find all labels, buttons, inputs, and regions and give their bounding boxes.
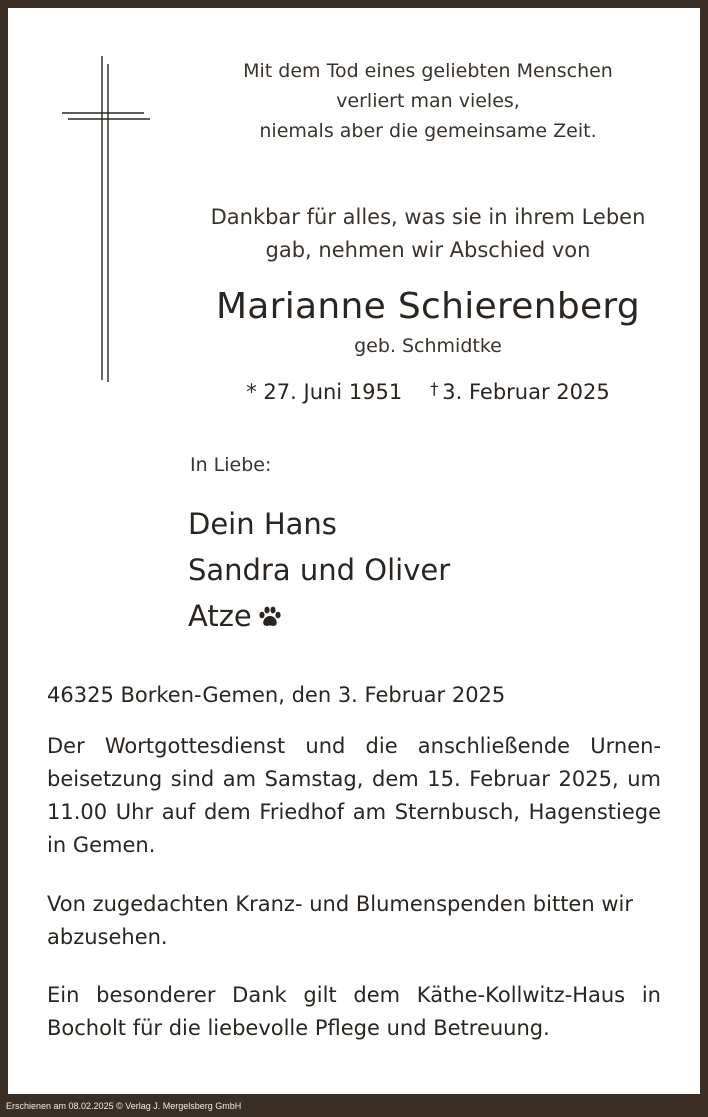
service-info: Der Wortgottesdienst und die anschließende Urnenbeisetzung sind am Samstag, dem 15. Februar 2025, um 11.00 Uhr auf dem Friedhof am Sternbusch, Hagenstiege in Gemen. — [47, 734, 661, 857]
dagger-icon: † — [430, 379, 439, 398]
life-dates — [168, 374, 688, 407]
farewell-intro — [168, 201, 688, 267]
family-member-pet — [188, 593, 450, 639]
in-love-label: In Liebe: — [190, 454, 272, 476]
flowers-notice: Von zugedachten Kranz- und Blumenspenden bitten wir abzusehen. — [47, 892, 633, 949]
pet-name: Atze — [188, 599, 252, 633]
deceased-name: Marianne Schierenberg — [215, 286, 641, 327]
death-date: 3. Februar 2025 — [442, 380, 610, 404]
birth-date: * 27. Juni 1951 — [246, 380, 403, 404]
family-list — [188, 501, 450, 639]
place-date: 46325 Borken-Gemen, den 3. Februar 2025 — [47, 683, 506, 707]
family-member: Dein Hans — [188, 507, 337, 541]
intro-line: gab, nehmen wir Abschied von — [265, 238, 591, 262]
maiden-name: geb. Schmidtke — [354, 335, 502, 357]
cross-icon — [62, 56, 152, 382]
verse-line: verliert man vieles, — [336, 90, 520, 112]
obituary-card — [8, 8, 700, 1094]
publication-footer: Erschienen am 08.02.2025 © Verlag J. Mergelsberg GmbH — [6, 1101, 242, 1111]
intro-line: Dankbar für alles, was sie in ihrem Leben — [210, 205, 646, 229]
verse-line: niemals aber die gemeinsame Zeit. — [259, 120, 597, 142]
gratitude-note: Ein besonderer Dank gilt dem Käthe-Kollwitz-Haus in Bocholt für die liebevolle Pflege und Betreuung. — [47, 983, 661, 1040]
verse-line: Mit dem Tod eines geliebten Menschen — [243, 60, 613, 82]
paw-icon — [258, 606, 282, 628]
memorial-verse — [168, 56, 688, 146]
family-member: Sandra und Oliver — [188, 553, 451, 587]
